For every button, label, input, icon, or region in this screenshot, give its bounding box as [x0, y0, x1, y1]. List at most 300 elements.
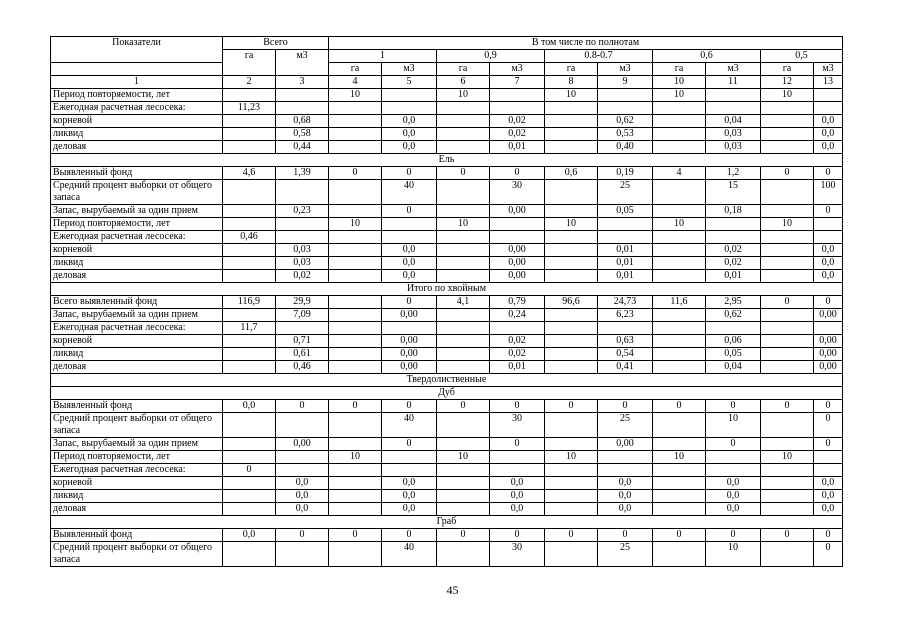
table-row [51, 180, 843, 205]
table-cell: 0 [814, 400, 843, 413]
table-cell [329, 296, 382, 309]
column-number: 2 [223, 76, 276, 89]
table-cell: 0 [329, 529, 382, 542]
table-cell: 0,24 [490, 309, 545, 322]
table-cell: 15 [706, 180, 761, 205]
table-cell: 0,0 [706, 490, 761, 503]
table-cell [223, 115, 276, 128]
table-cell: 0,0 [490, 503, 545, 516]
table-header [51, 37, 843, 89]
table-cell: 0,03 [276, 244, 329, 257]
table-cell: 0 [814, 205, 843, 218]
table-cell: 0,41 [598, 361, 653, 374]
table-cell: 0 [437, 529, 490, 542]
table-cell [437, 348, 490, 361]
row-label: ликвид [51, 490, 223, 503]
table-row [51, 503, 843, 516]
table-row [51, 296, 843, 309]
table-cell: 40 [382, 542, 437, 567]
table-cell: 0,00 [490, 244, 545, 257]
forest-stock-table [50, 36, 843, 567]
table-cell [437, 205, 490, 218]
table-row [51, 128, 843, 141]
row-label: корневой [51, 115, 223, 128]
section-title: Твердолиственные [51, 374, 843, 387]
row-label: деловая [51, 503, 223, 516]
table-cell: 0,03 [706, 141, 761, 154]
table-cell [545, 335, 598, 348]
table-row [51, 218, 843, 231]
table-cell: 10 [706, 413, 761, 438]
row-label: Средний процент выборки от общего запаса [51, 413, 223, 438]
table-row [51, 205, 843, 218]
table-cell: 0 [706, 438, 761, 451]
table-cell: 0 [814, 167, 843, 180]
table-cell [223, 490, 276, 503]
table-cell: 10 [653, 89, 706, 102]
table-cell [761, 490, 814, 503]
table-cell [545, 477, 598, 490]
table-cell: 0,02 [706, 244, 761, 257]
table-cell: 0,62 [706, 309, 761, 322]
header-total-ha: га [223, 50, 276, 76]
table-cell [598, 102, 653, 115]
table-row [51, 490, 843, 503]
header-density-0-6: 0,6 [653, 50, 761, 63]
table-cell [223, 438, 276, 451]
table-cell [598, 464, 653, 477]
table-cell [437, 244, 490, 257]
table-cell: 10 [653, 218, 706, 231]
header-density-0-9: 0,9 [437, 50, 545, 63]
table-cell: 30 [490, 180, 545, 205]
table-cell [545, 205, 598, 218]
table-cell: 0,0 [276, 503, 329, 516]
table-cell [653, 102, 706, 115]
table-cell [329, 542, 382, 567]
table-cell [329, 477, 382, 490]
row-label: Выявленный фонд [51, 400, 223, 413]
table-cell [490, 89, 545, 102]
table-row [51, 529, 843, 542]
table-cell [706, 89, 761, 102]
table-cell [329, 270, 382, 283]
table-cell: 0 [382, 167, 437, 180]
table-cell: 0 [329, 400, 382, 413]
table-cell [814, 322, 843, 335]
table-row [51, 231, 843, 244]
table-cell: 0,0 [598, 490, 653, 503]
table-cell: 0,0 [382, 244, 437, 257]
table-cell: 0,04 [706, 115, 761, 128]
table-cell: 0,0 [382, 503, 437, 516]
table-cell: 0,0 [706, 477, 761, 490]
table-cell: 0 [382, 296, 437, 309]
table-cell: 0,0 [382, 141, 437, 154]
table-cell [437, 322, 490, 335]
table-cell [545, 542, 598, 567]
table-cell [761, 141, 814, 154]
table-cell [276, 464, 329, 477]
table-cell [761, 128, 814, 141]
row-label: Период повторяемости, лет [51, 218, 223, 231]
table-cell: 0 [761, 167, 814, 180]
table-cell [653, 490, 706, 503]
table-cell: 0,54 [598, 348, 653, 361]
table-cell [276, 413, 329, 438]
table-cell: 0,00 [814, 309, 843, 322]
table-row [51, 167, 843, 180]
table-cell: 1,39 [276, 167, 329, 180]
table-cell: 0,0 [814, 115, 843, 128]
table-cell: 0,02 [490, 128, 545, 141]
table-cell [329, 115, 382, 128]
header-unit-ha: га [761, 63, 814, 76]
row-label: ликвид [51, 348, 223, 361]
table-cell: 116,9 [223, 296, 276, 309]
table-cell: 0 [761, 296, 814, 309]
table-cell: 0,03 [706, 128, 761, 141]
table-cell: 0 [329, 167, 382, 180]
table-cell: 0 [761, 529, 814, 542]
table-cell [276, 89, 329, 102]
table-cell: 0,68 [276, 115, 329, 128]
table-cell: 0,01 [706, 270, 761, 283]
table-cell: 0,0 [814, 257, 843, 270]
table-cell [598, 322, 653, 335]
table-cell [761, 309, 814, 322]
table-cell: 0,00 [814, 361, 843, 374]
table-cell: 10 [329, 89, 382, 102]
table-cell [545, 115, 598, 128]
table-cell [761, 477, 814, 490]
table-cell [761, 102, 814, 115]
table-cell [598, 89, 653, 102]
header-unit-m3: м3 [706, 63, 761, 76]
table-cell: 0,0 [382, 115, 437, 128]
table-cell: 7,09 [276, 309, 329, 322]
table-cell [276, 451, 329, 464]
table-cell [329, 141, 382, 154]
table-cell: 0,40 [598, 141, 653, 154]
table-cell: 0,0 [223, 529, 276, 542]
table-cell [545, 438, 598, 451]
table-cell: 0,00 [814, 348, 843, 361]
table-cell: 25 [598, 180, 653, 205]
row-label: Ежегодная расчетная лесосека: [51, 322, 223, 335]
table-cell: 0 [653, 529, 706, 542]
table-cell: 0,0 [814, 128, 843, 141]
table-cell [653, 542, 706, 567]
table-cell [545, 348, 598, 361]
table-cell: 0,0 [276, 490, 329, 503]
table-cell [437, 438, 490, 451]
table-cell: 6,23 [598, 309, 653, 322]
column-number: 7 [490, 76, 545, 89]
section-row [51, 516, 843, 529]
table-cell [437, 102, 490, 115]
table-cell [653, 322, 706, 335]
table-cell: 0,0 [382, 128, 437, 141]
table-cell: 0 [382, 400, 437, 413]
table-cell: 0 [437, 400, 490, 413]
row-label: корневой [51, 335, 223, 348]
table-cell [276, 542, 329, 567]
table-cell [653, 180, 706, 205]
table-cell: 0,00 [382, 361, 437, 374]
row-label: корневой [51, 244, 223, 257]
table-cell [545, 413, 598, 438]
table-cell: 0,00 [382, 335, 437, 348]
table-row [51, 400, 843, 413]
row-label: Ежегодная расчетная лесосека: [51, 102, 223, 115]
section-title: Граб [51, 516, 843, 529]
table-cell [437, 231, 490, 244]
table-cell [382, 322, 437, 335]
table-cell [223, 361, 276, 374]
row-label: Запас, вырубаемый за один прием [51, 309, 223, 322]
table-cell: 10 [653, 451, 706, 464]
table-cell: 0,00 [490, 270, 545, 283]
table-cell: 0,02 [490, 348, 545, 361]
page-number: 45 [446, 583, 459, 597]
row-label: Запас, вырубаемый за один прием [51, 438, 223, 451]
header-indicators: Показатели [51, 37, 223, 63]
table-cell: 25 [598, 542, 653, 567]
table-cell [545, 141, 598, 154]
table-cell [329, 102, 382, 115]
table-cell: 0,01 [598, 244, 653, 257]
table-cell: 0,0 [382, 490, 437, 503]
table-cell: 10 [329, 218, 382, 231]
table-cell: 0,62 [598, 115, 653, 128]
table-cell [276, 218, 329, 231]
table-cell [653, 205, 706, 218]
table-cell [761, 542, 814, 567]
table-cell: 0 [814, 413, 843, 438]
table-cell: 0 [490, 438, 545, 451]
table-cell [329, 257, 382, 270]
table-cell [490, 451, 545, 464]
section-row [51, 387, 843, 400]
table-cell [814, 231, 843, 244]
table-cell: 10 [437, 89, 490, 102]
table-row [51, 257, 843, 270]
table-cell: 2,95 [706, 296, 761, 309]
table-cell: 0,58 [276, 128, 329, 141]
column-number: 12 [761, 76, 814, 89]
table-cell [382, 464, 437, 477]
table-cell [223, 270, 276, 283]
row-label: Средний процент выборки от общего запаса [51, 542, 223, 567]
table-cell: 0 [490, 400, 545, 413]
table-cell [490, 218, 545, 231]
table-cell [706, 231, 761, 244]
table-cell [653, 477, 706, 490]
column-number: 9 [598, 76, 653, 89]
table-cell [223, 257, 276, 270]
row-label: Средний процент выборки от общего запаса [51, 180, 223, 205]
section-row [51, 283, 843, 296]
table-cell: 40 [382, 413, 437, 438]
table-cell: 0,0 [814, 141, 843, 154]
table-cell: 0,23 [276, 205, 329, 218]
table-cell [545, 361, 598, 374]
table-row [51, 413, 843, 438]
table-cell [761, 270, 814, 283]
table-cell [437, 309, 490, 322]
table-cell [545, 464, 598, 477]
table-cell [329, 438, 382, 451]
table-cell [437, 413, 490, 438]
table-cell: 0,0 [598, 503, 653, 516]
table-cell: 1,2 [706, 167, 761, 180]
row-label: Ежегодная расчетная лесосека: [51, 464, 223, 477]
table-cell: 0,01 [490, 141, 545, 154]
table-cell: 0,0 [598, 477, 653, 490]
table-cell [545, 244, 598, 257]
table-cell [761, 257, 814, 270]
table-row [51, 244, 843, 257]
table-cell: 0,0 [276, 477, 329, 490]
table-cell [329, 231, 382, 244]
header-unit-m3: м3 [490, 63, 545, 76]
table-cell [761, 231, 814, 244]
table-cell [706, 218, 761, 231]
row-label: Ежегодная расчетная лесосека: [51, 231, 223, 244]
table-cell [329, 244, 382, 257]
table-cell [329, 322, 382, 335]
table-cell [545, 309, 598, 322]
table-cell: 0 [706, 529, 761, 542]
table-cell: 0,44 [276, 141, 329, 154]
table-row [51, 451, 843, 464]
table-cell [276, 231, 329, 244]
table-cell: 0,46 [276, 361, 329, 374]
table-cell: 0 [382, 438, 437, 451]
row-label: Всего выявленный фонд [51, 296, 223, 309]
table-cell [545, 257, 598, 270]
table-cell: 0,46 [223, 231, 276, 244]
table-cell: 10 [437, 218, 490, 231]
table-cell [382, 231, 437, 244]
table-cell [223, 413, 276, 438]
table-cell [437, 115, 490, 128]
table-cell [490, 464, 545, 477]
table-cell [814, 464, 843, 477]
table-cell [437, 490, 490, 503]
table-cell: 96,6 [545, 296, 598, 309]
table-cell: 0,00 [490, 257, 545, 270]
table-cell [437, 335, 490, 348]
table-cell [761, 322, 814, 335]
table-cell: 0 [490, 529, 545, 542]
header-density-0-5: 0,5 [761, 50, 843, 63]
table-cell [761, 438, 814, 451]
table-cell [761, 348, 814, 361]
table-body [51, 89, 843, 567]
table-cell: 0,0 [814, 244, 843, 257]
table-cell [545, 270, 598, 283]
table-cell: 0,02 [276, 270, 329, 283]
table-cell: 0,0 [490, 477, 545, 490]
table-cell [223, 309, 276, 322]
table-cell: 0 [382, 529, 437, 542]
table-cell [653, 309, 706, 322]
table-cell: 4,1 [437, 296, 490, 309]
row-label: ликвид [51, 257, 223, 270]
table-cell: 0,05 [706, 348, 761, 361]
table-cell [223, 451, 276, 464]
table-cell [223, 89, 276, 102]
table-cell [653, 464, 706, 477]
table-cell [653, 503, 706, 516]
table-cell: 0,0 [382, 270, 437, 283]
table-cell [490, 322, 545, 335]
column-number-row [51, 76, 843, 89]
table-row [51, 102, 843, 115]
header-unit-m3: м3 [382, 63, 437, 76]
table-cell: 100 [814, 180, 843, 205]
table-cell [223, 128, 276, 141]
table-cell [223, 205, 276, 218]
table-cell: 11,7 [223, 322, 276, 335]
header-unit-ha: га [653, 63, 706, 76]
table-cell: 0,01 [598, 270, 653, 283]
table-cell [329, 361, 382, 374]
table-cell [598, 451, 653, 464]
table-row [51, 270, 843, 283]
table-cell [545, 503, 598, 516]
table-cell [653, 128, 706, 141]
column-number: 8 [545, 76, 598, 89]
header-total-m3: м3 [276, 50, 329, 76]
column-number: 5 [382, 76, 437, 89]
table-cell: 0 [490, 167, 545, 180]
header-including-by-density: В том числе по полнотам [329, 37, 843, 50]
table-cell: 10 [545, 218, 598, 231]
table-cell [653, 141, 706, 154]
table-cell [653, 231, 706, 244]
header-density-0-8-0-7: 0.8-0.7 [545, 50, 653, 63]
table-cell: 24,73 [598, 296, 653, 309]
table-cell: 0,0 [382, 477, 437, 490]
table-cell [761, 335, 814, 348]
table-cell [223, 542, 276, 567]
table-cell: 0,06 [706, 335, 761, 348]
row-label: деловая [51, 361, 223, 374]
table-cell [598, 218, 653, 231]
table-cell [761, 115, 814, 128]
table-cell [814, 218, 843, 231]
table-row [51, 141, 843, 154]
row-label: деловая [51, 141, 223, 154]
section-title: Ель [51, 154, 843, 167]
table-cell [329, 464, 382, 477]
table-cell: 11,6 [653, 296, 706, 309]
table-cell [329, 348, 382, 361]
header-unit-ha: га [329, 63, 382, 76]
table-cell [437, 464, 490, 477]
table-cell [276, 322, 329, 335]
row-label: корневой [51, 477, 223, 490]
header-unit-ha: га [437, 63, 490, 76]
header-unit-ha: га [545, 63, 598, 76]
table-cell: 40 [382, 180, 437, 205]
document-page [50, 36, 842, 567]
table-cell [437, 257, 490, 270]
table-cell: 0 [598, 529, 653, 542]
